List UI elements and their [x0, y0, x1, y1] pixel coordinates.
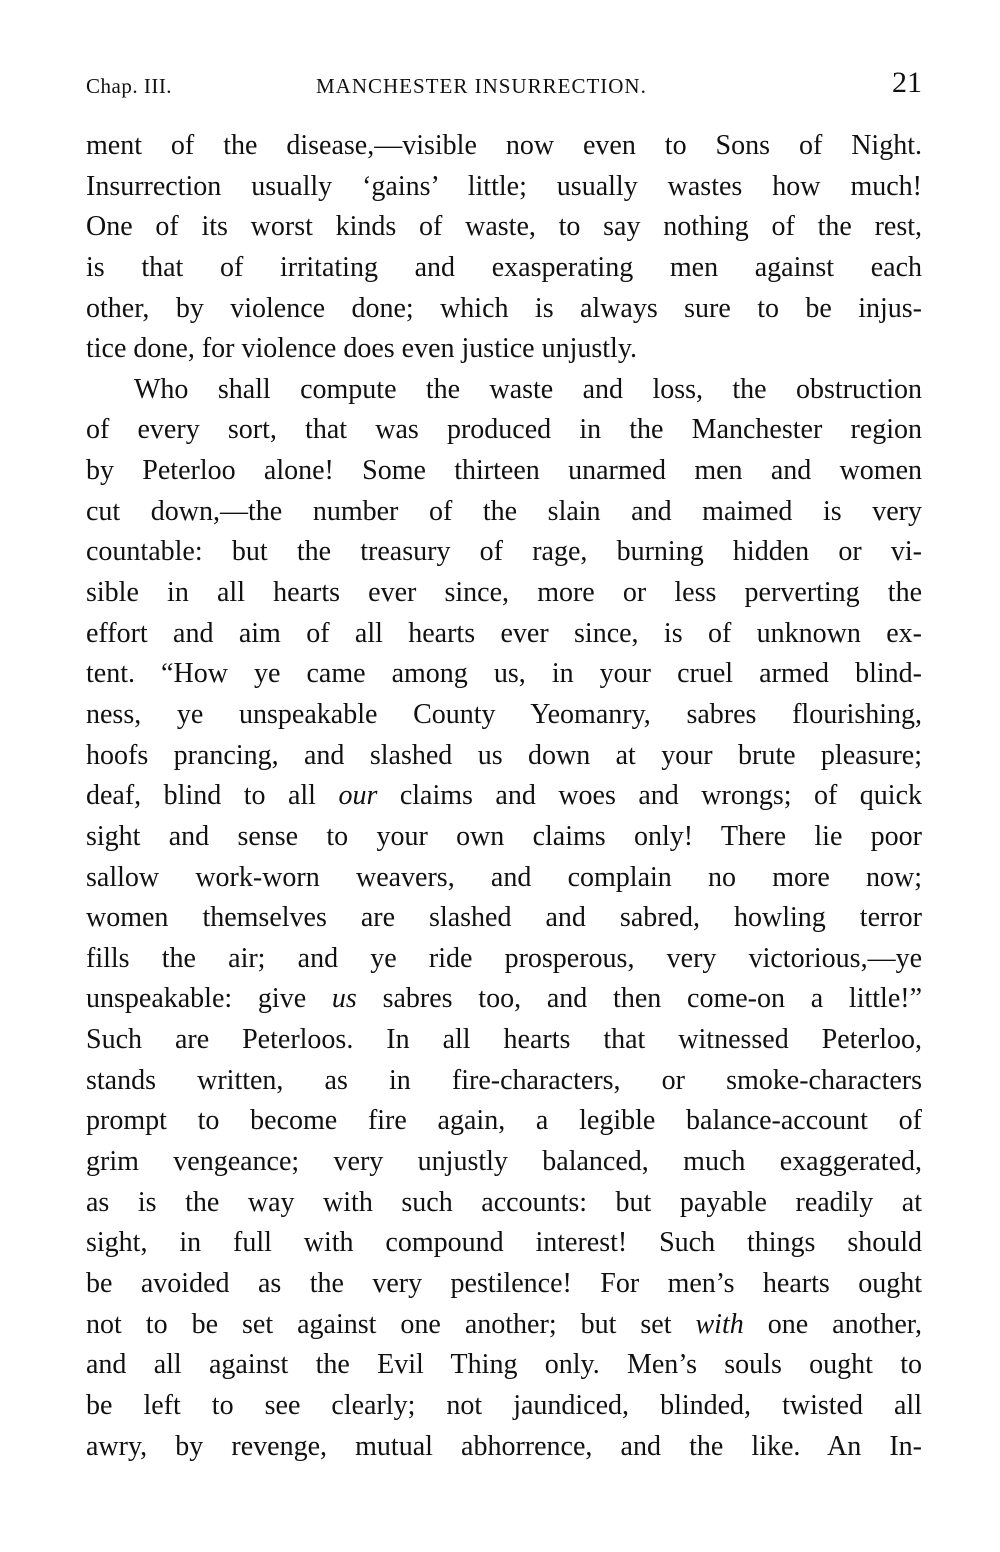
emphasis: with	[695, 1308, 744, 1340]
text-segment: not to be set against one another; but set	[86, 1308, 696, 1340]
text-line: fills the air; and ye ride prosperous, very victorious,—ye	[86, 942, 922, 974]
text-line: cut down,—the number of the slain and maimed is very	[86, 495, 922, 527]
text-line: grim vengeance; very unjustly balanced, much exaggerated,	[86, 1146, 922, 1178]
text-line: sallow work-worn weavers, and complain no more now;	[86, 861, 922, 893]
text-line: and all against the Evil Thing only. Men’s souls ought to	[86, 1349, 922, 1381]
text-segment: sabres too, and then come-on a little!”	[356, 983, 922, 1015]
text-segment: claims and woes and wrongs; of quick	[377, 780, 922, 812]
text-segment: deaf, blind to all	[86, 780, 339, 812]
text-line: ment of the disease,—visible now even to Sons of Night.	[86, 130, 922, 161]
text-line: sight, in full with compound interest! Such things should	[86, 1227, 922, 1259]
running-head	[86, 66, 922, 106]
text-line: stands written, as in fire-characters, or smoke-characters	[86, 1064, 922, 1096]
text-line: awry, by revenge, mutual abhorrence, and the like. An In-	[86, 1430, 922, 1462]
text-line: One of its worst kinds of waste, to say nothing of the rest,	[86, 211, 922, 243]
text-line: sight and sense to your own claims only! There lie poor	[86, 820, 922, 852]
text-line: women themselves are slashed and sabred, howling terror	[86, 902, 922, 934]
page-number: 21	[892, 66, 922, 99]
text-line: is that of irritating and exasperating men against each	[86, 251, 922, 283]
text-line: Insurrection usually ‘gains’ little; usually wastes how much!	[86, 170, 922, 202]
text-line: be avoided as the very pestilence! For men’s hearts ought	[86, 1267, 922, 1299]
text-line: prompt to become fire again, a legible balance-account of	[86, 1105, 922, 1137]
text-line: other, by violence done; which is always sure to be injus-	[86, 292, 922, 324]
text-segment: unspeakable: give	[86, 983, 332, 1015]
text-line: be left to see clearly; not jaundiced, blinded, twisted all	[86, 1389, 922, 1421]
text-line: effort and aim of all hearts ever since, is of unknown ex-	[86, 617, 922, 649]
emphasis: our	[338, 780, 378, 812]
text-line: ness, ye unspeakable County Yeomanry, sabres flourishing,	[86, 698, 922, 730]
text-line: tent. “How ye came among us, in your cruel armed blind-	[86, 658, 922, 690]
text-line: of every sort, that was produced in the Manchester region	[86, 414, 922, 446]
text-line	[86, 979, 922, 1020]
text-line: tice done, for violence does even justice unjustly.	[86, 333, 638, 365]
body-text	[86, 126, 922, 1467]
chapter-label: Chap. III.	[86, 74, 173, 98]
text-line: by Peterloo alone! Some thirteen unarmed men and women	[86, 455, 922, 487]
running-title: MANCHESTER INSURRECTION.	[316, 74, 647, 98]
text-line	[86, 776, 922, 817]
text-line: Such are Peterloos. In all hearts that witnessed Peterloo,	[86, 1024, 922, 1056]
text-line	[86, 1305, 922, 1346]
text-segment: one another,	[743, 1308, 922, 1340]
emphasis: us	[331, 983, 357, 1015]
text-line: sible in all hearts ever since, more or less perverting the	[86, 577, 922, 609]
text-line: Who shall compute the waste and loss, the obstruction	[134, 373, 922, 405]
text-line: hoofs prancing, and slashed us down at your brute pleasure;	[86, 739, 922, 771]
text-line: as is the way with such accounts: but payable readily at	[86, 1186, 922, 1218]
text-line: countable: but the treasury of rage, burning hidden or vi-	[86, 536, 922, 568]
